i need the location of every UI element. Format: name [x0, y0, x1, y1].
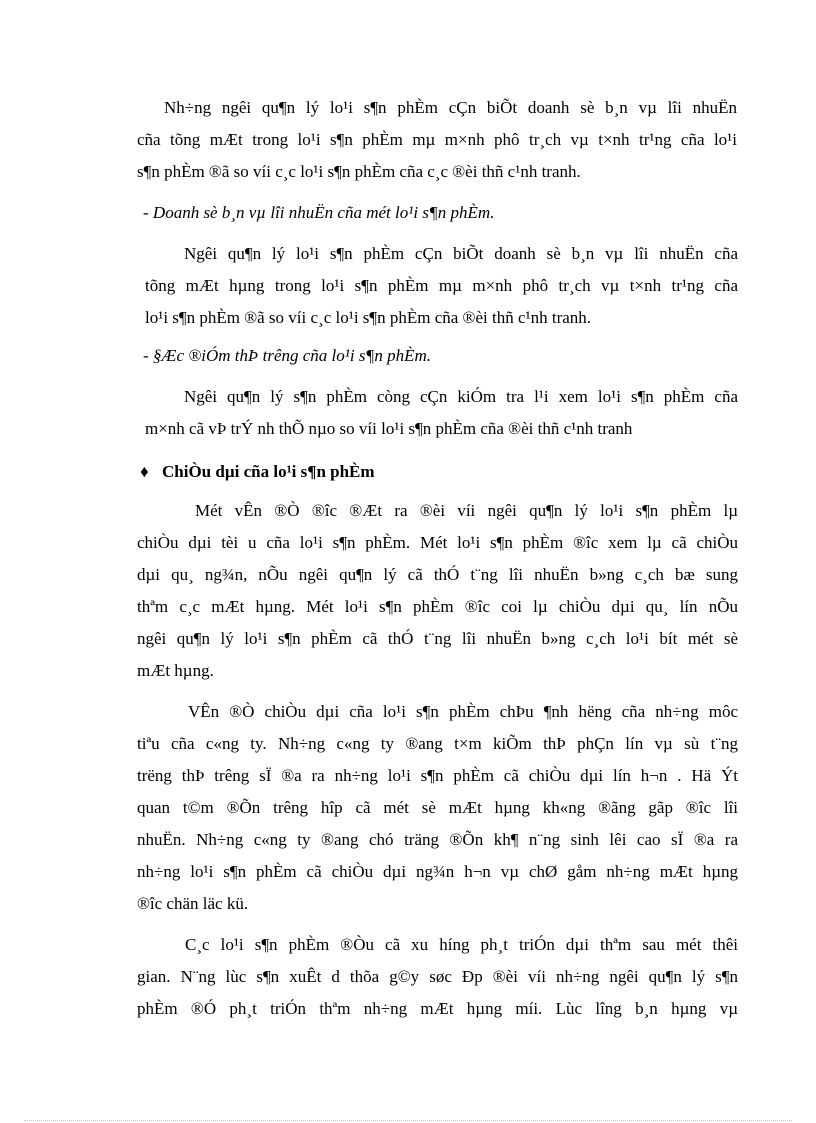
paragraph-6 — [137, 929, 738, 1025]
text-line: ngêi qu¶n lý lo¹i s¶n phÈm cã thÓ t¨ng lîi nhuËn b»ng c¸ch lo¹i bít mét sè — [137, 629, 738, 648]
text-line: tõng mÆt hµng trong lo¹i s¶n phÈm mµ m×nh phô tr¸ch vµ t×nh tr¹ng cña — [145, 276, 738, 295]
text-line: Nh÷ng ngêi qu¶n lý lo¹i s¶n phÈm cÇn biÕt doanh sè b¸n vµ lîi nhuËn — [164, 98, 737, 117]
paragraph-1 — [137, 92, 737, 188]
text-line: lo¹i s¶n phÈm ®ã so víi c¸c lo¹i s¶n phÈm cña ®èi thñ c¹nh tranh. — [145, 308, 592, 327]
text-line: dµi qu¸ ng¾n, nÕu ngêi qu¶n lý cã thÓ t¨ng lîi nhuËn b»ng c¸ch bæ sung — [137, 565, 738, 584]
paragraph-4 — [137, 495, 738, 687]
text-line: thªm c¸c mÆt hµng. Mét lo¹i s¶n phÈm ®îc coi lµ chiÒu dµi qu¸ lín nÕu — [137, 597, 738, 616]
paragraph-3 — [145, 381, 738, 445]
text-line: gian. N¨ng lùc s¶n xuÊt d thõa g©y søc Ðp ®èi víi nh÷ng ngêi qu¶n lý s¶n — [137, 967, 738, 986]
text-line: quan t©m ®Õn trêng hîp cã mét sè mÆt hµng kh«ng ®ãng gãp ®îc lîi — [137, 798, 738, 817]
diamond-bullet-icon: ♦ — [140, 462, 149, 481]
text-line: cña tõng mÆt trong lo¹i s¶n phÈm mµ m×nh phô tr¸ch vµ t×nh tr¹ng cña lo¹i — [137, 130, 737, 149]
text-line: nhuËn. Nh÷ng c«ng ty ®ang chó träng ®Õn kh¶ n¨ng sinh lêi cao sÏ ®a ra — [137, 830, 738, 849]
subheading-revenue-profit: - Doanh sè b¸n vµ lîi nhuËn cña mét lo¹i s¶n phÈm. — [143, 203, 495, 222]
text-line: Mét vÊn ®Ò ®îc ®Æt ra ®èi víi ngêi qu¶n lý lo¹i s¶n phÈm lµ — [195, 501, 738, 520]
paragraph-2 — [145, 238, 738, 334]
text-line: phÈm ®Ó ph¸t triÓn thªm nh÷ng mÆt hµng míi. Lùc lîng b¸n hµng vµ — [137, 999, 738, 1018]
page-bottom-divider — [24, 1120, 792, 1121]
text-line: chiÒu dµi tèi u cña lo¹i s¶n phÈm. Mét lo¹i s¶n phÈm ®îc xem lµ cã chiÒu — [137, 533, 738, 552]
text-line: VÊn ®Ò chiÒu dµi cña lo¹i s¶n phÈm chÞu ¶nh hëng cña nh÷ng môc — [188, 702, 738, 721]
text-line: C¸c lo¹i s¶n phÈm ®Òu cã xu híng ph¸t triÓn dµi thªm sau mét thêi — [185, 935, 738, 954]
text-line: m×nh cã vÞ trÝ nh thÕ nµo so víi lo¹i s¶n phÈm cña ®èi thñ c¹nh tranh — [145, 419, 633, 438]
text-line: trëng thÞ trêng sÏ ®a ra nh÷ng lo¹i s¶n phÈm cã chiÒu dµi lín h¬n . Hä Ýt — [137, 766, 738, 785]
paragraph-5 — [137, 696, 738, 920]
text-line: s¶n phÈm ®ã so víi c¸c lo¹i s¶n phÈm cña c¸c ®èi thñ c¹nh tranh. — [137, 162, 581, 181]
text-line: nh÷ng lo¹i s¶n phÈm cã chiÒu dµi ng¾n h¬n vµ chØ gåm nh÷ng mÆt hµng — [137, 862, 738, 881]
subheading-market-characteristics: - §Æc ®iÓm thÞ trêng cña lo¹i s¶n phÈm. — [143, 346, 432, 365]
text-line: Ngêi qu¶n lý lo¹i s¶n phÈm cÇn biÕt doanh sè b¸n vµ lîi nhuËn cña — [184, 244, 738, 263]
section-heading-text: ChiÒu dµi cña lo¹i s¶n phÈm — [162, 462, 375, 481]
text-line: tiªu cña c«ng ty. Nh÷ng c«ng ty ®ang t×m kiÕm thÞ phÇn lín vµ sù t¨ng — [137, 734, 738, 753]
text-line: Ngêi qu¶n lý s¶n phÈm còng cÇn kiÓm tra l¹i xem lo¹i s¶n phÈm cña — [184, 387, 738, 406]
section-heading — [140, 456, 740, 488]
text-line: mÆt hµng. — [137, 661, 214, 680]
text-line: ®îc chän läc kü. — [137, 894, 249, 913]
